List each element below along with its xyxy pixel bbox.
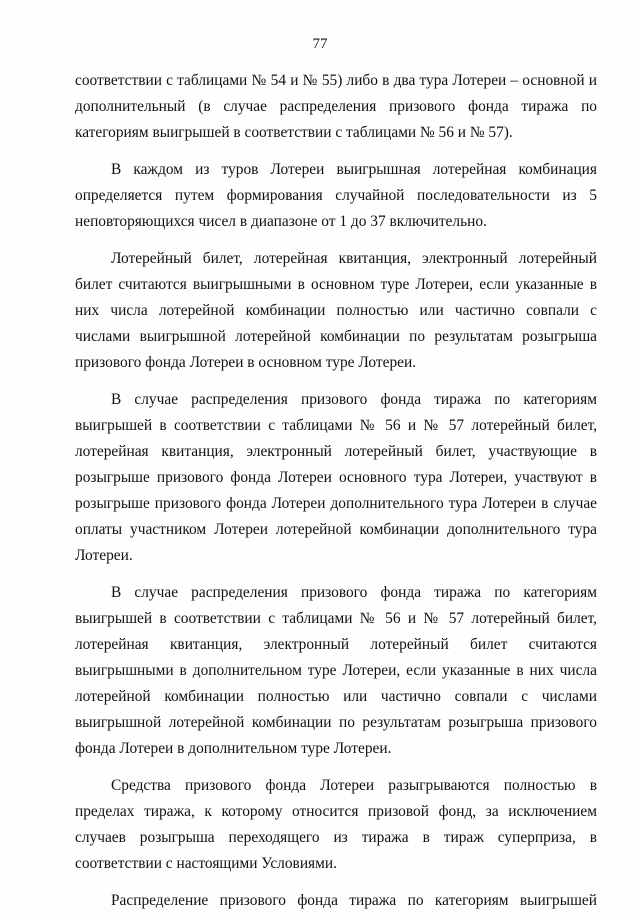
paragraph-1: соответствии с таблицами № 54 и № 55) либо в два тура Лотереи – основной и дополнительный (в случае распределения призового фонда тиража по категориям выигрышей в соответствии с таблицами № 56 и № 57). <box>75 72 597 141</box>
paragraph-6: Средства призового фонда Лотереи разыгрываются полностью в пределах тиража, к которому относится призовой фонд, за исключением случаев розыгрыша переходящего из тиража в тираж суперприза, в соответствии с настоящими Условиями. <box>75 777 597 872</box>
paragraph-2: В каждом из туров Лотереи выигрышная лотерейная комбинация определяется путем формирования случайной последовательности из 5 неповторяющихся чисел в диапазоне от 1 до 37 включительно. <box>75 161 597 230</box>
paragraph-7: Распределение призового фонда тиража по категориям выигрышей <box>111 892 597 909</box>
document-body <box>75 68 597 914</box>
paragraph-3: Лотерейный билет, лотерейная квитанция, электронный лотерейный билет считаются выигрышными в основном туре Лотереи, если указанные в них числа лотерейной комбинации полностью или частично совпали с числами выигрышной лотерейной комбинации по результатам розыгрыша призового фонда Лотереи в основном туре Лотереи. <box>75 250 597 371</box>
paragraph-5: В случае распределения призового фонда тиража по категориям выигрышей в соответствии с таблицами № 56 и № 57 лотерейный билет, лотерейная квитанция, электронный лотерейный билет считаются выигрышными в дополнительном туре Лотереи, если указанные в них числа лотерейной комбинации полностью или частично совпали с числами выигрышной лотерейной комбинации по результатам розыгрыша призового фонда Лотереи в дополнительном туре Лотереи. <box>75 584 597 757</box>
page-number: 77 <box>312 36 328 52</box>
paragraph-4: В случае распределения призового фонда тиража по категориям выигрышей в соответствии с таблицами № 56 и № 57 лотерейный билет, лотерейная квитанция, электронный лотерейный билет, участвующие в розыгрыше призового фонда Лотереи основного тура Лотереи, участвуют в розыгрыше призового фонда Лотереи дополнительного тура Лотереи в случае оплаты участником Лотереи лотерейной комбинации дополнительного тура Лотереи. <box>75 391 597 564</box>
